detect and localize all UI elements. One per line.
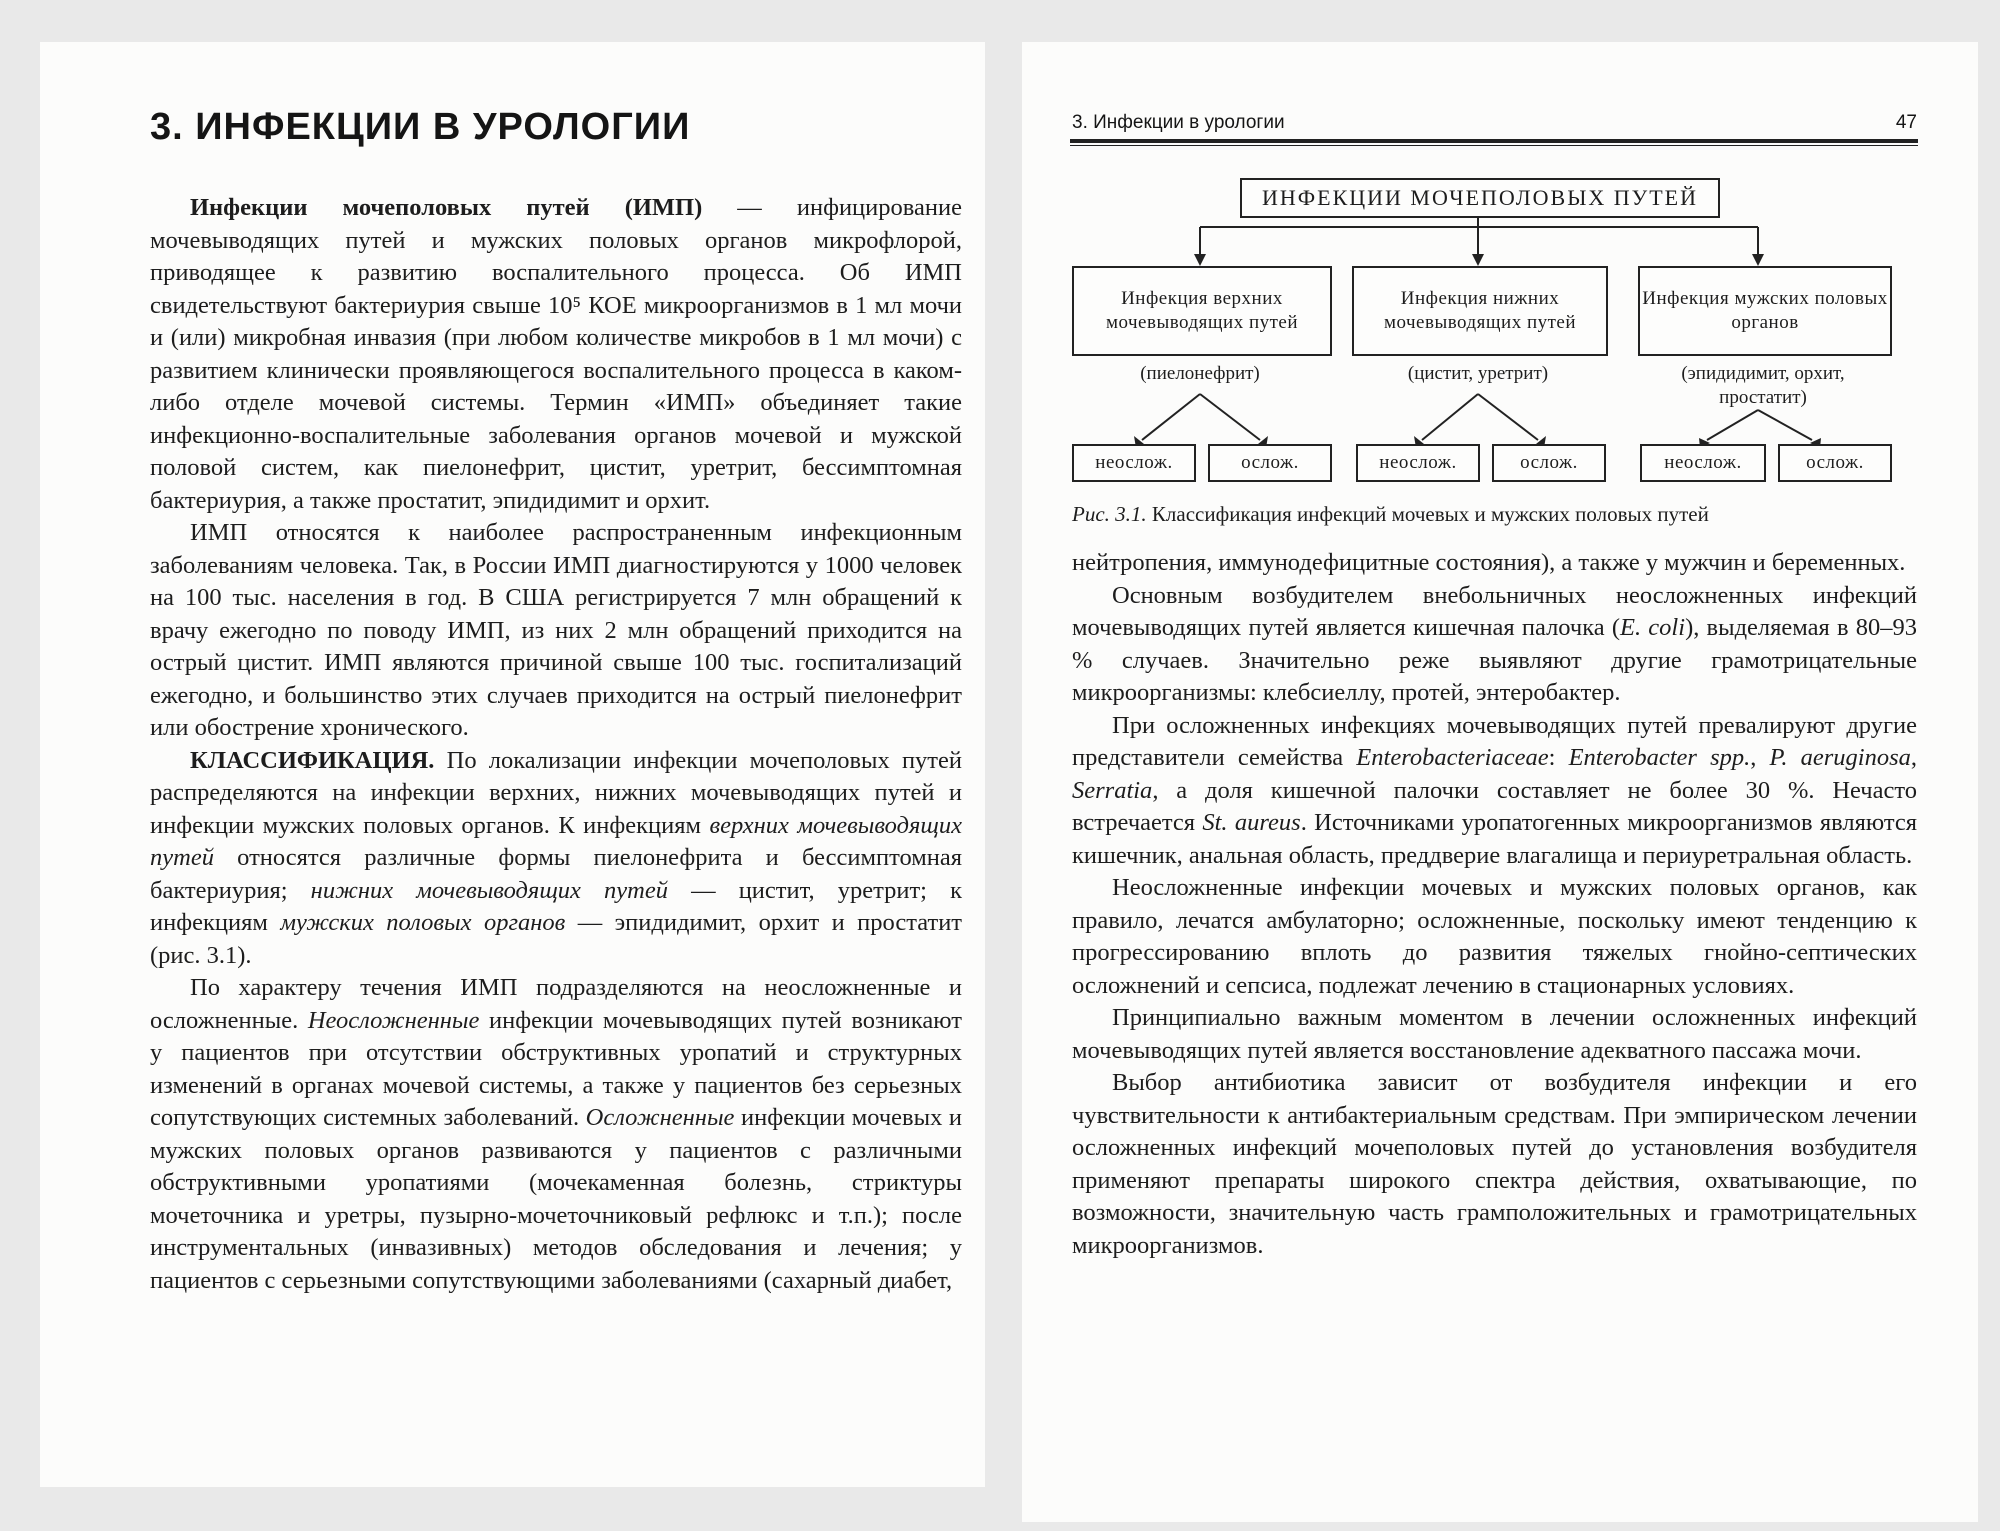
paragraph-text: относятся различные формы пиелонефрита и бессимптомная бактериурия;: [150, 844, 962, 904]
term-imp: Инфекции мочеполовых путей (ИМП): [190, 194, 703, 221]
diagram-root: ИНФЕКЦИИ МОЧЕПОЛОВЫХ ПУТЕЙ: [1240, 178, 1720, 218]
italic-term: верхних мочевыводящих путей: [150, 811, 963, 871]
figure-caption: [1072, 502, 1917, 527]
paragraph-definition: [150, 192, 962, 517]
caption-text: Классификация инфекций мочевых и мужских половых путей: [1146, 502, 1709, 526]
italic-term: Serratia: [1072, 776, 1153, 804]
paragraph-continuation: [1072, 547, 1917, 580]
italic-term: P. aeruginosa: [1769, 744, 1911, 771]
italic-term: Enterobacter spp.: [1568, 744, 1751, 771]
paragraph-text: Основным возбудителем внебольничных неосложненных инфекций мочевыводящих путей является кишечная палочка (: [1072, 581, 1917, 641]
paragraph-text: Неосложненные инфекции мочевых и мужских половых органов, как правило, лечатся амбулаторно; осложненные, поскольку имеют тенденцию к прогрессированию вплоть до развития тяжелых гнойно-септических осложнений и сепсиса, подлежат лечению в стационарных условиях.: [1072, 874, 1917, 999]
paragraph-complicated-pathogens: [1072, 710, 1917, 873]
paragraph-text: инфекции мочевых и мужских половых органов развиваются у пациентов с различными обструктивными уропатиями (мочекаменная болезнь, стриктуры мочеточника и уретры, пузырно-мочеточниковый рефлюкс и т.п.); после инструментальных (инвазивных) методов обследования и лечения; у пациентов с серьезными сопутствующими заболеваниями (сахарный диабет,: [150, 1104, 962, 1294]
paragraph-text: При осложненных инфекциях мочевыводящих путей превалируют другие представители семейства: [1072, 711, 1917, 771]
note-lower: (цистит, уретрит): [1407, 363, 1549, 384]
paragraph-text: ИМП относятся к наиболее распространенным инфекционным заболеваниям человека. Так, в России ИМП диагностируются у 1000 человек на 100 тыс. населения в год. В США регистрируется 7 млн обращений к врачу ежегодно по поводу ИМП, из них 2 млн обращений приходится на острый цистит. ИМП являются причиной свыше 100 тыс. госпитализаций ежегодно, и большинство этих случаев приходится на острый пиелонефрит или обострение хронического.: [150, 519, 962, 741]
italic-term: Enterobacteriaceae: [1356, 744, 1549, 771]
right-page: [1022, 42, 1978, 1522]
branch-lower: Инфекция нижних мочевыводящих путей: [1352, 266, 1608, 356]
italic-term: мужских половых органов: [280, 909, 566, 936]
paragraph-text: — инфицирование мочевыводящих путей и мужских половых органов микрофлорой, приводящее к развитию воспалительного процесса. Об ИМП свидетельствуют бактериурия свыше 10⁵ КОЕ микроорганизмов в 1 мл мочи и (или) микробная инвазия (при любом количестве микробов в 1 мл мочи) с развитием клинически проявляющегося воспалительного процесса в каком-либо отделе мочевой системы. Термин «ИМП» объединяет такие инфекционно-воспалительные заболевания органов мочевой и мужской половой систем, как пиелонефрит, цистит, уретрит, бессимптомная бактериурия, а также простатит, эпидидимит и орхит.: [150, 194, 963, 514]
diagram-connectors: [1022, 42, 1978, 482]
chapter-title: 3. ИНФЕКЦИИ В УРОЛОГИИ: [150, 106, 691, 148]
paragraph-treatment-setting: [1072, 872, 1917, 1002]
leaf-male-complicated: ослож.: [1778, 444, 1892, 482]
paragraph-antibiotics: [1072, 1067, 1917, 1262]
left-text-column: [150, 192, 962, 1297]
paragraph-text: :: [1548, 744, 1569, 771]
paragraph-text: ), выделяемая в 80–93 % случаев. Значительно реже выявляют другие грамотрицательные микроорганизмы: клебсиеллу, протей, энтеробактер.: [1072, 614, 1917, 706]
paragraph-epidemiology: [150, 517, 962, 745]
italic-term: Неосложненные: [307, 1006, 480, 1034]
caption-label: Рис. 3.1.: [1072, 502, 1147, 526]
paragraph-course: [150, 972, 962, 1297]
paragraph-text: ,: [1750, 744, 1770, 771]
paragraph-text: , а доля кишечной палочки составляет не более 30 %. Нечасто встречается: [1072, 776, 1917, 836]
paragraph-text: нейтропения, иммунодефицитные состояния), а также у мужчин и беременных.: [1072, 549, 1906, 576]
leaf-lower-uncomplicated: неослож.: [1356, 444, 1480, 482]
classification-diagram: [1022, 42, 1978, 482]
right-text-column: [1072, 547, 1917, 1262]
paragraph-classification: [150, 745, 962, 973]
branch-male: Инфекция мужских половых органов: [1638, 266, 1892, 356]
italic-term: нижних мочевыводящих путей: [310, 876, 668, 904]
note-male: (эпидидимит, орхит, простатит): [1681, 363, 1845, 408]
classification-heading: КЛАССИФИКАЦИЯ.: [190, 746, 435, 774]
italic-term: Осложненные: [585, 1104, 735, 1131]
paragraph-text: инфекции мочевыводящих путей возникают у пациентов при отсутствии обструктивных уропатий и структурных изменений в органах мочевой системы, а также у пациентов без серьезных сопутствующих системных заболеваний.: [150, 1006, 962, 1131]
note-upper: (пиелонефрит): [1140, 363, 1260, 384]
paragraph-text: — эпидидимит, орхит и простатит (рис. 3.1).: [150, 909, 963, 969]
leaf-lower-complicated: ослож.: [1492, 444, 1606, 482]
paragraph-text: По характеру течения ИМП подразделяются на неосложненные и осложненные.: [150, 974, 962, 1034]
italic-term: E. coli: [1620, 614, 1686, 641]
paragraph-text: — цистит, уретрит; к инфекциям: [150, 876, 962, 936]
paragraph-pathogens: [1072, 580, 1917, 710]
page-number: 47: [1895, 112, 1917, 133]
paragraph-text: По локализации инфекции мочеполовых путей распределяются на инфекции верхних, нижних мочевыводящих путей и инфекции мужских половых органов. К инфекциям: [150, 746, 962, 839]
leaf-upper-complicated: ослож.: [1208, 444, 1332, 482]
running-head-title: 3. Инфекции в урологии: [1072, 112, 1285, 133]
italic-term: St. aureus: [1202, 809, 1301, 836]
paragraph-text: Принципиально важным моментом в лечении осложненных инфекций мочевыводящих путей является восстановление адекватного пассажа мочи.: [1072, 1004, 1917, 1064]
paragraph-principle: [1072, 1002, 1917, 1067]
paragraph-text: ,: [1910, 744, 1918, 771]
leaf-male-uncomplicated: неослож.: [1640, 444, 1766, 482]
left-page: [40, 42, 985, 1487]
leaf-upper-uncomplicated: неослож.: [1072, 444, 1196, 482]
branch-upper: Инфекция верхних мочевыводящих путей: [1072, 266, 1332, 356]
paragraph-text: Выбор антибиотика зависит от возбудителя инфекции и его чувствительности к антибактериальным средствам. При эмпирическом лечении осложненных инфекций мочеполовых путей до установления возбудителя применяют препараты широкого спектра действия, охватывающие, по возможности, значительную часть грамположительных и грамотрицательных микроорганизмов.: [1072, 1069, 1917, 1259]
paragraph-text: . Источниками уропатогенных микроорганизмов являются кишечник, анальная область, преддверие влагалища и периуретральная область.: [1072, 809, 1918, 869]
